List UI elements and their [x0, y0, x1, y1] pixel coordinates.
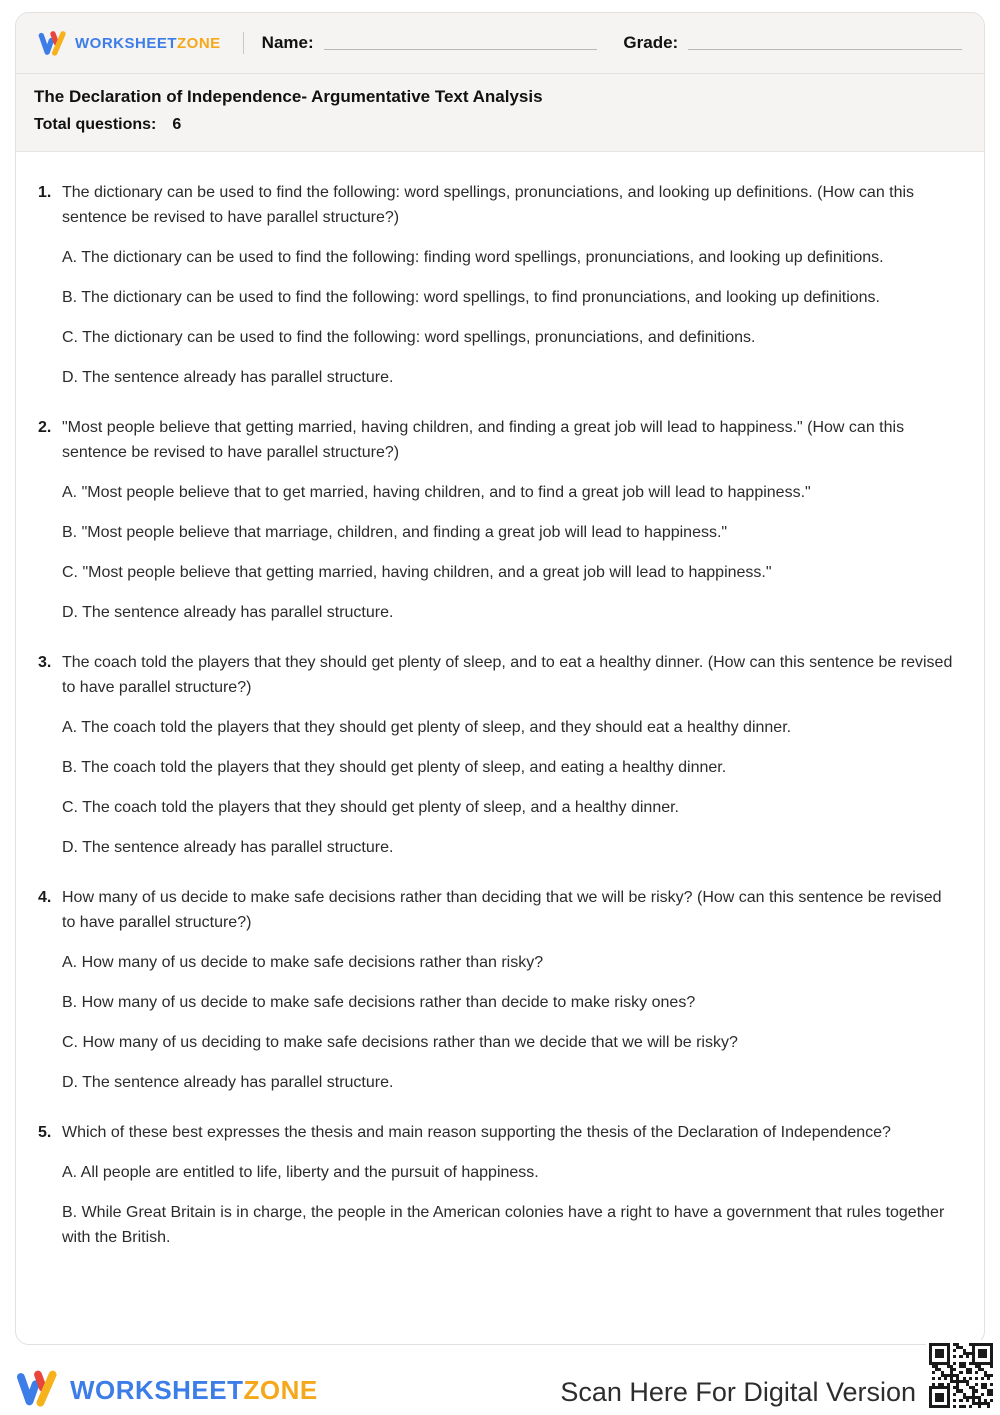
brand-word-zone: ZONE	[243, 1375, 318, 1405]
brand-logo	[38, 28, 221, 58]
answer-option: A. "Most people believe that to get married, having children, and to find a great job will lead to happiness."	[62, 484, 811, 501]
question-item	[38, 1120, 956, 1250]
worksheet-title: The Declaration of Independence- Argumentative Text Analysis	[34, 87, 543, 106]
question-number: 4.	[38, 889, 52, 906]
question-item	[38, 885, 956, 1095]
worksheet-card	[15, 12, 985, 1345]
grade-label: Grade:	[623, 33, 679, 52]
total-questions-label: Total questions:	[34, 116, 157, 133]
answer-option: C. How many of us deciding to make safe decisions rather than we decide that we will be risky?	[62, 1034, 738, 1051]
title-block	[16, 74, 984, 151]
question-text: The dictionary can be used to find the following: word spellings, pronunciations, and looking up definitions. (How can this sentence be revised to have parallel structure?)	[62, 184, 915, 226]
answer-option: C. "Most people believe that getting married, having children, and a great job will lead to happiness."	[62, 564, 772, 581]
brand-wordmark	[75, 35, 221, 52]
question-text: The coach told the players that they should get plenty of sleep, and to eat a healthy dinner. (How can this sentence be revised to have parallel structure?)	[62, 654, 953, 696]
brand-word-worksheet: WORKSHEET	[70, 1375, 244, 1405]
answer-option: B. "Most people believe that marriage, children, and finding a great job will lead to happiness."	[62, 524, 728, 541]
question-number: 1.	[38, 184, 52, 201]
answer-option: B. While Great Britain is in charge, the people in the American colonies have a right to have a government that rules together with the British.	[62, 1204, 945, 1246]
answer-option: B. The dictionary can be used to find the following: word spellings, to find pronunciations, and looking up definitions.	[62, 289, 880, 306]
question-item	[38, 415, 956, 625]
name-blank-line	[324, 36, 598, 50]
answer-option: D. The sentence already has parallel structure.	[62, 839, 394, 856]
worksheetzone-logo-icon	[15, 1366, 61, 1415]
header-row	[16, 13, 984, 74]
answer-option: A. How many of us decide to make safe decisions rather than risky?	[62, 954, 544, 971]
answer-option: A. The dictionary can be used to find the following: finding word spellings, pronunciations, and looking up definitions.	[62, 249, 884, 266]
question-body	[62, 1120, 956, 1250]
scan-here-text: Scan Here For Digital Version	[560, 1377, 916, 1407]
answer-option: D. The sentence already has parallel structure.	[62, 369, 394, 386]
worksheetzone-logo-icon	[38, 28, 68, 58]
question-body	[62, 180, 956, 390]
brand-word-worksheet: WORKSHEET	[75, 34, 177, 52]
question-body	[62, 650, 956, 860]
answer-option: C. The coach told the players that they should get plenty of sleep, and a healthy dinner.	[62, 799, 679, 816]
question-body	[62, 885, 956, 1095]
answer-option: C. The dictionary can be used to find the following: word spellings, pronunciations, and definitions.	[62, 329, 756, 346]
answer-option: B. How many of us decide to make safe decisions rather than decide to make risky ones?	[62, 994, 696, 1011]
qr-code	[926, 1340, 996, 1411]
grade-blank-line	[688, 36, 962, 50]
question-item	[38, 650, 956, 860]
answer-option: A. All people are entitled to life, liberty and the pursuit of happiness.	[62, 1164, 539, 1181]
question-text: How many of us decide to make safe decisions rather than deciding that we will be risky? (How can this sentence be revised to have parallel structure?)	[62, 889, 942, 931]
answer-option: D. The sentence already has parallel structure.	[62, 604, 394, 621]
answer-option: D. The sentence already has parallel structure.	[62, 1074, 394, 1091]
question-number: 3.	[38, 654, 52, 671]
name-label: Name:	[261, 33, 314, 52]
answer-option: A. The coach told the players that they should get plenty of sleep, and they should eat a healthy dinner.	[62, 719, 792, 736]
total-questions-row	[34, 116, 962, 134]
total-questions-value: 6	[172, 116, 182, 133]
footer-brand-wordmark	[70, 1375, 318, 1406]
question-text: Which of these best expresses the thesis and main reason supporting the thesis of the Declaration of Independence?	[62, 1124, 891, 1141]
footer-brand-logo	[15, 1366, 318, 1415]
question-body	[62, 415, 956, 625]
worksheet-header	[16, 13, 984, 152]
brand-word-zone: ZONE	[177, 34, 221, 52]
question-number: 5.	[38, 1124, 52, 1141]
question-number: 2.	[38, 419, 52, 436]
questions-list	[16, 152, 984, 1250]
answer-option: B. The coach told the players that they should get plenty of sleep, and eating a healthy dinner.	[62, 759, 727, 776]
question-item	[38, 180, 956, 390]
header-divider	[243, 32, 244, 54]
question-text: "Most people believe that getting married, having children, and finding a great job will lead to happiness." (How can this sentence be revised to have parallel structure?)	[62, 419, 905, 461]
